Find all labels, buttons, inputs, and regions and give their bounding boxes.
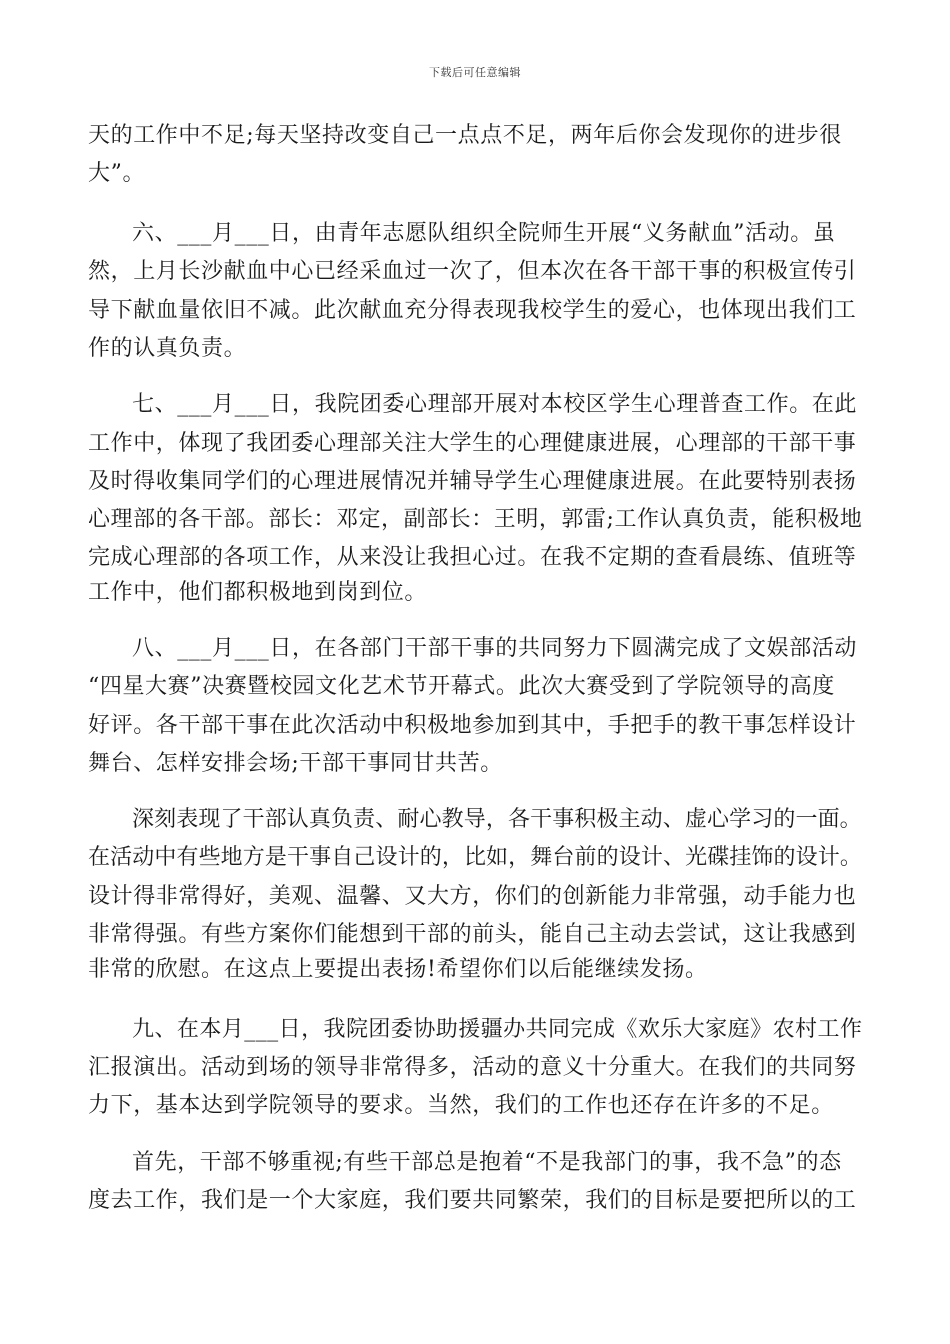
paragraph-line: 七、___月___日，我院团委心理部开展对本校区学生心理普查工作。在此: [132, 392, 858, 417]
paragraph-line: 然，上月长沙献血中心已经采血过一次了，但本次在各干部干事的积极宣传引: [88, 259, 857, 284]
paragraph-line: 六、___月___日，由青年志愿队组织全院师生开展“义务献血”活动。虽: [132, 221, 836, 246]
paragraph-line: 作的认真负责。: [88, 336, 247, 361]
paragraph-line: 力下，基本达到学院领导的要求。当然，我们的工作也还存在许多的不足。: [88, 1093, 834, 1118]
paragraph-line: 首先，干部不够重视;有些干部总是抱着“不是我部门的事，我不急”的态: [132, 1150, 842, 1175]
paragraph-line: 汇报演出。活动到场的领导非常得多，活动的意义十分重大。在我们的共同努: [88, 1055, 857, 1080]
paragraph-line: 大”。: [88, 161, 146, 186]
paragraph-line: 天的工作中不足;每天坚持改变自己一点点不足，两年后你会发现你的进步很: [88, 123, 842, 148]
paragraph-line: 心理部的各干部。部长：邓定，副部长：王明，郭雷;工作认真负责，能积极地: [88, 507, 863, 532]
paragraph-line: 好评。各干部干事在此次活动中积极地参加到其中，手把手的教干事怎样设计: [88, 713, 857, 738]
paragraph-line: 导下献血量依旧不减。此次献血充分得表现我校学生的爱心，也体现出我们工: [88, 298, 857, 323]
paragraph-line: 工作中，体现了我团委心理部关注大学生的心理健康进展，心理部的干部干事: [88, 431, 857, 456]
header-note: 下载后可任意编辑: [429, 66, 521, 79]
paragraph-line: 及时得收集同学们的心理进展情况并辅导学生心理健康进展。在此要特别表扬: [88, 469, 857, 494]
paragraph-line: 非常得强。有些方案你们能想到干部的前头，能自己主动去尝试，这让我感到: [88, 922, 857, 947]
paragraph-line: 设计得非常得好，美观、温馨、又大方，你们的创新能力非常强，动手能力也: [88, 884, 857, 909]
paragraph-line: 度去工作，我们是一个大家庭，我们要共同繁荣，我们的目标是要把所以的工: [88, 1188, 857, 1213]
paragraph-line: 深刻表现了干部认真负责、耐心教导，各干事积极主动、虚心学习的一面。: [132, 807, 862, 832]
paragraph-line: 在活动中有些地方是干事自己设计的，比如，舞台前的设计、光碟挂饰的设计。: [88, 845, 863, 870]
paragraph-line: 非常的欣慰。在这点上要提出表扬!希望你们以后能继续发扬。: [88, 957, 708, 982]
paragraph-line: 八、___月___日，在各部门干部干事的共同努力下圆满完成了文娱部活动: [132, 636, 858, 661]
paragraph-line: “四星大赛”决赛暨校园文化艺术节开幕式。此次大赛受到了学院领导的高度: [88, 674, 835, 699]
paragraph-line: 舞台、怎样安排会场;干部干事同甘共苦。: [88, 751, 503, 776]
paragraph-line: 九、在本月___日，我院团委协助援疆办共同完成《欢乐大家庭》农村工作: [132, 1017, 863, 1042]
paragraph-line: 工作中，他们都积极地到岗到位。: [88, 580, 428, 605]
paragraph-line: 完成心理部的各项工作，从来没让我担心过。在我不定期的查看晨练、值班等: [88, 545, 857, 570]
